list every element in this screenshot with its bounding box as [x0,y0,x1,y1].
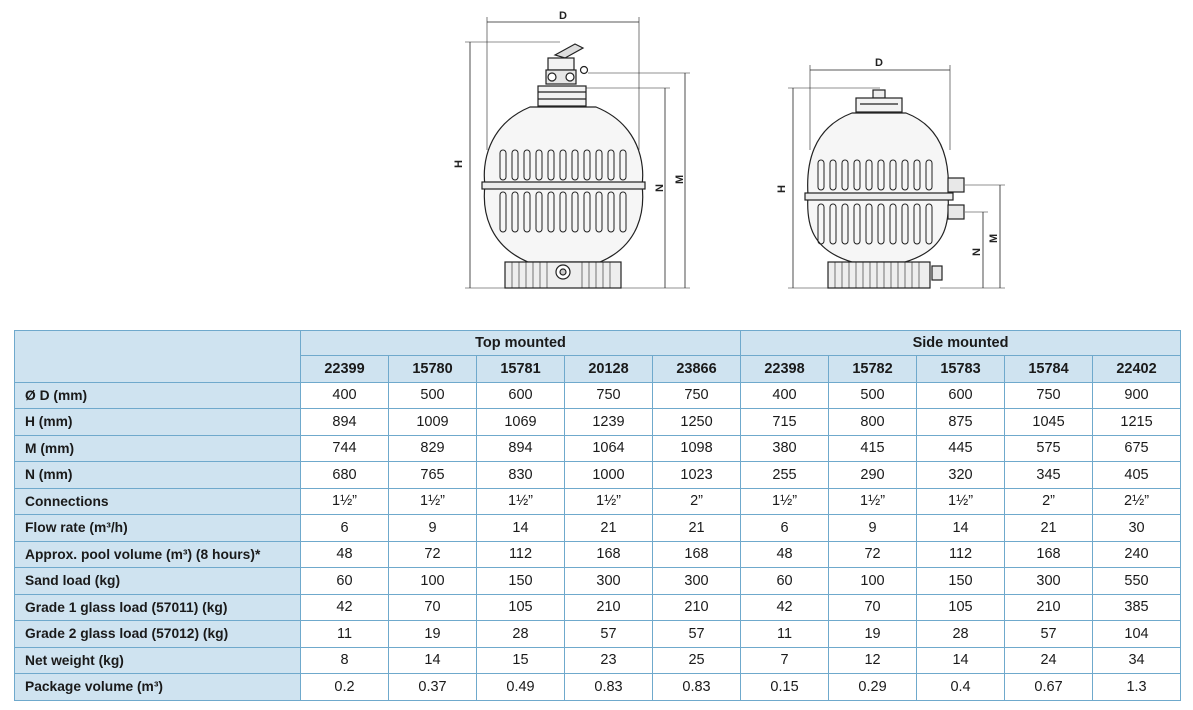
table-cell: 105 [477,594,565,621]
table-cell: 829 [389,435,477,462]
model-code-side-2: 15783 [917,356,1005,383]
table-cell: 9 [829,515,917,542]
table-cell: 500 [829,382,917,409]
table-cell: 900 [1093,382,1181,409]
table-cell: 1½” [917,488,1005,515]
spec-rows [15,382,1181,700]
table-cell: 9 [389,515,477,542]
table-cell: 750 [1005,382,1093,409]
table-cell: 168 [1005,541,1093,568]
table-cell: 675 [1093,435,1181,462]
table-row [15,462,1181,489]
table-cell: 1½” [565,488,653,515]
table-row [15,382,1181,409]
table-cell: 830 [477,462,565,489]
table-cell: 1½” [301,488,389,515]
table-cell: 42 [741,594,829,621]
table-cell: 72 [829,541,917,568]
side-dim-D-label: D [875,57,883,69]
table-row [15,568,1181,595]
table-cell: 15 [477,647,565,674]
table-cell: 550 [1093,568,1181,595]
table-cell: 70 [829,594,917,621]
table-cell: 875 [917,409,1005,436]
table-cell: 1098 [653,435,741,462]
side-dim-M-label: M [988,233,1000,243]
table-cell: 290 [829,462,917,489]
table-cell: 415 [829,435,917,462]
table-cell: 575 [1005,435,1093,462]
table-cell: 48 [301,541,389,568]
table-row [15,435,1181,462]
table-cell: 60 [301,568,389,595]
table-cell: 150 [917,568,1005,595]
table-cell: 30 [1093,515,1181,542]
table-cell: 1½” [741,488,829,515]
table-row [15,515,1181,542]
table-cell: 600 [477,382,565,409]
table-cell: 72 [389,541,477,568]
table-cell: 21 [1005,515,1093,542]
table-cell: 300 [653,568,741,595]
table-cell: 1250 [653,409,741,436]
group-top-mounted: Top mounted [301,331,741,356]
table-cell: 28 [917,621,1005,648]
table-cell: 168 [653,541,741,568]
table-cell: 1239 [565,409,653,436]
technical-drawings [0,0,1193,300]
row-label: Package volume (m³) [15,674,301,701]
table-cell: 1.3 [1093,674,1181,701]
table-row [15,409,1181,436]
table-cell: 1000 [565,462,653,489]
table-cell: 19 [389,621,477,648]
side-dim-N-label: N [971,248,983,256]
model-code-side-0: 22398 [741,356,829,383]
table-row [15,594,1181,621]
row-label: Flow rate (m³/h) [15,515,301,542]
table-cell: 100 [389,568,477,595]
top-mounted-filter-drawing [465,17,690,288]
table-cell: 744 [301,435,389,462]
table-cell: 6 [301,515,389,542]
table-cell: 104 [1093,621,1181,648]
table-cell: 25 [653,647,741,674]
table-cell: 0.37 [389,674,477,701]
table-row [15,488,1181,515]
table-cell: 210 [653,594,741,621]
table-cell: 57 [1005,621,1093,648]
table-cell: 210 [565,594,653,621]
table-cell: 750 [653,382,741,409]
group-side-mounted: Side mounted [741,331,1181,356]
table-cell: 1½” [829,488,917,515]
table-cell: 400 [301,382,389,409]
table-cell: 894 [301,409,389,436]
row-label: Grade 2 glass load (57012) (kg) [15,621,301,648]
table-cell: 57 [565,621,653,648]
top-dim-H-label: H [453,160,465,168]
table-cell: 1215 [1093,409,1181,436]
table-cell: 255 [741,462,829,489]
table-cell: 0.83 [653,674,741,701]
table-row [15,541,1181,568]
table-cell: 2” [1005,488,1093,515]
table-cell: 600 [917,382,1005,409]
table-cell: 14 [917,647,1005,674]
table-cell: 750 [565,382,653,409]
row-label: H (mm) [15,409,301,436]
row-label: Sand load (kg) [15,568,301,595]
table-cell: 320 [917,462,1005,489]
table-cell: 112 [917,541,1005,568]
table-cell: 11 [301,621,389,648]
table-cell: 8 [301,647,389,674]
table-cell: 0.2 [301,674,389,701]
row-label: M (mm) [15,435,301,462]
table-row [15,621,1181,648]
table-cell: 14 [389,647,477,674]
table-cell: 715 [741,409,829,436]
table-cell: 1½” [389,488,477,515]
table-cell: 6 [741,515,829,542]
table-cell: 70 [389,594,477,621]
table-cell: 1023 [653,462,741,489]
table-cell: 42 [301,594,389,621]
table-cell: 19 [829,621,917,648]
table-cell: 0.4 [917,674,1005,701]
table-cell: 168 [565,541,653,568]
table-cell: 405 [1093,462,1181,489]
table-cell: 680 [301,462,389,489]
table-cell: 48 [741,541,829,568]
table-cell: 0.67 [1005,674,1093,701]
table-cell: 2” [653,488,741,515]
model-code-top-1: 15780 [389,356,477,383]
table-cell: 800 [829,409,917,436]
table-cell: 14 [477,515,565,542]
table-cell: 1½” [477,488,565,515]
table-cell: 7 [741,647,829,674]
model-code-side-4: 22402 [1093,356,1181,383]
table-cell: 21 [565,515,653,542]
row-label: Approx. pool volume (m³) (8 hours)* [15,541,301,568]
table-cell: 0.83 [565,674,653,701]
table-row [15,674,1181,701]
table-cell: 23 [565,647,653,674]
table-cell: 1069 [477,409,565,436]
row-label: Connections [15,488,301,515]
table-cell: 400 [741,382,829,409]
table-cell: 0.49 [477,674,565,701]
table-cell: 500 [389,382,477,409]
table-cell: 894 [477,435,565,462]
table-cell: 1045 [1005,409,1093,436]
table-cell: 28 [477,621,565,648]
table-cell: 57 [653,621,741,648]
table-cell: 1064 [565,435,653,462]
table-row [15,647,1181,674]
row-label: Net weight (kg) [15,647,301,674]
row-label: Grade 1 glass load (57011) (kg) [15,594,301,621]
table-cell: 765 [389,462,477,489]
table-cell: 300 [565,568,653,595]
table-cell: 300 [1005,568,1093,595]
table-cell: 21 [653,515,741,542]
top-dim-D-label: D [559,10,567,22]
row-label: N (mm) [15,462,301,489]
group-header-row [15,331,1181,356]
model-code-side-1: 15782 [829,356,917,383]
table-cell: 150 [477,568,565,595]
model-code-top-3: 20128 [565,356,653,383]
table-cell: 100 [829,568,917,595]
model-code-top-0: 22399 [301,356,389,383]
top-dim-N-label: N [654,184,666,192]
table-cell: 345 [1005,462,1093,489]
table-cell: 112 [477,541,565,568]
table-cell: 2½” [1093,488,1181,515]
table-cell: 0.15 [741,674,829,701]
table-cell: 14 [917,515,1005,542]
table-cell: 60 [741,568,829,595]
table-cell: 380 [741,435,829,462]
table-cell: 24 [1005,647,1093,674]
table-cell: 12 [829,647,917,674]
specifications-table [14,330,1181,701]
table-cell: 1009 [389,409,477,436]
table-cell: 385 [1093,594,1181,621]
table-cell: 105 [917,594,1005,621]
table-cell: 240 [1093,541,1181,568]
side-dim-H-label: H [776,185,788,193]
row-label: Ø D (mm) [15,382,301,409]
table-cell: 11 [741,621,829,648]
model-code-side-3: 15784 [1005,356,1093,383]
table-corner-cell [15,331,301,383]
table-cell: 210 [1005,594,1093,621]
model-code-top-2: 15781 [477,356,565,383]
table-cell: 445 [917,435,1005,462]
top-dim-M-label: M [674,174,686,184]
table-cell: 0.29 [829,674,917,701]
table-cell: 34 [1093,647,1181,674]
model-code-top-4: 23866 [653,356,741,383]
